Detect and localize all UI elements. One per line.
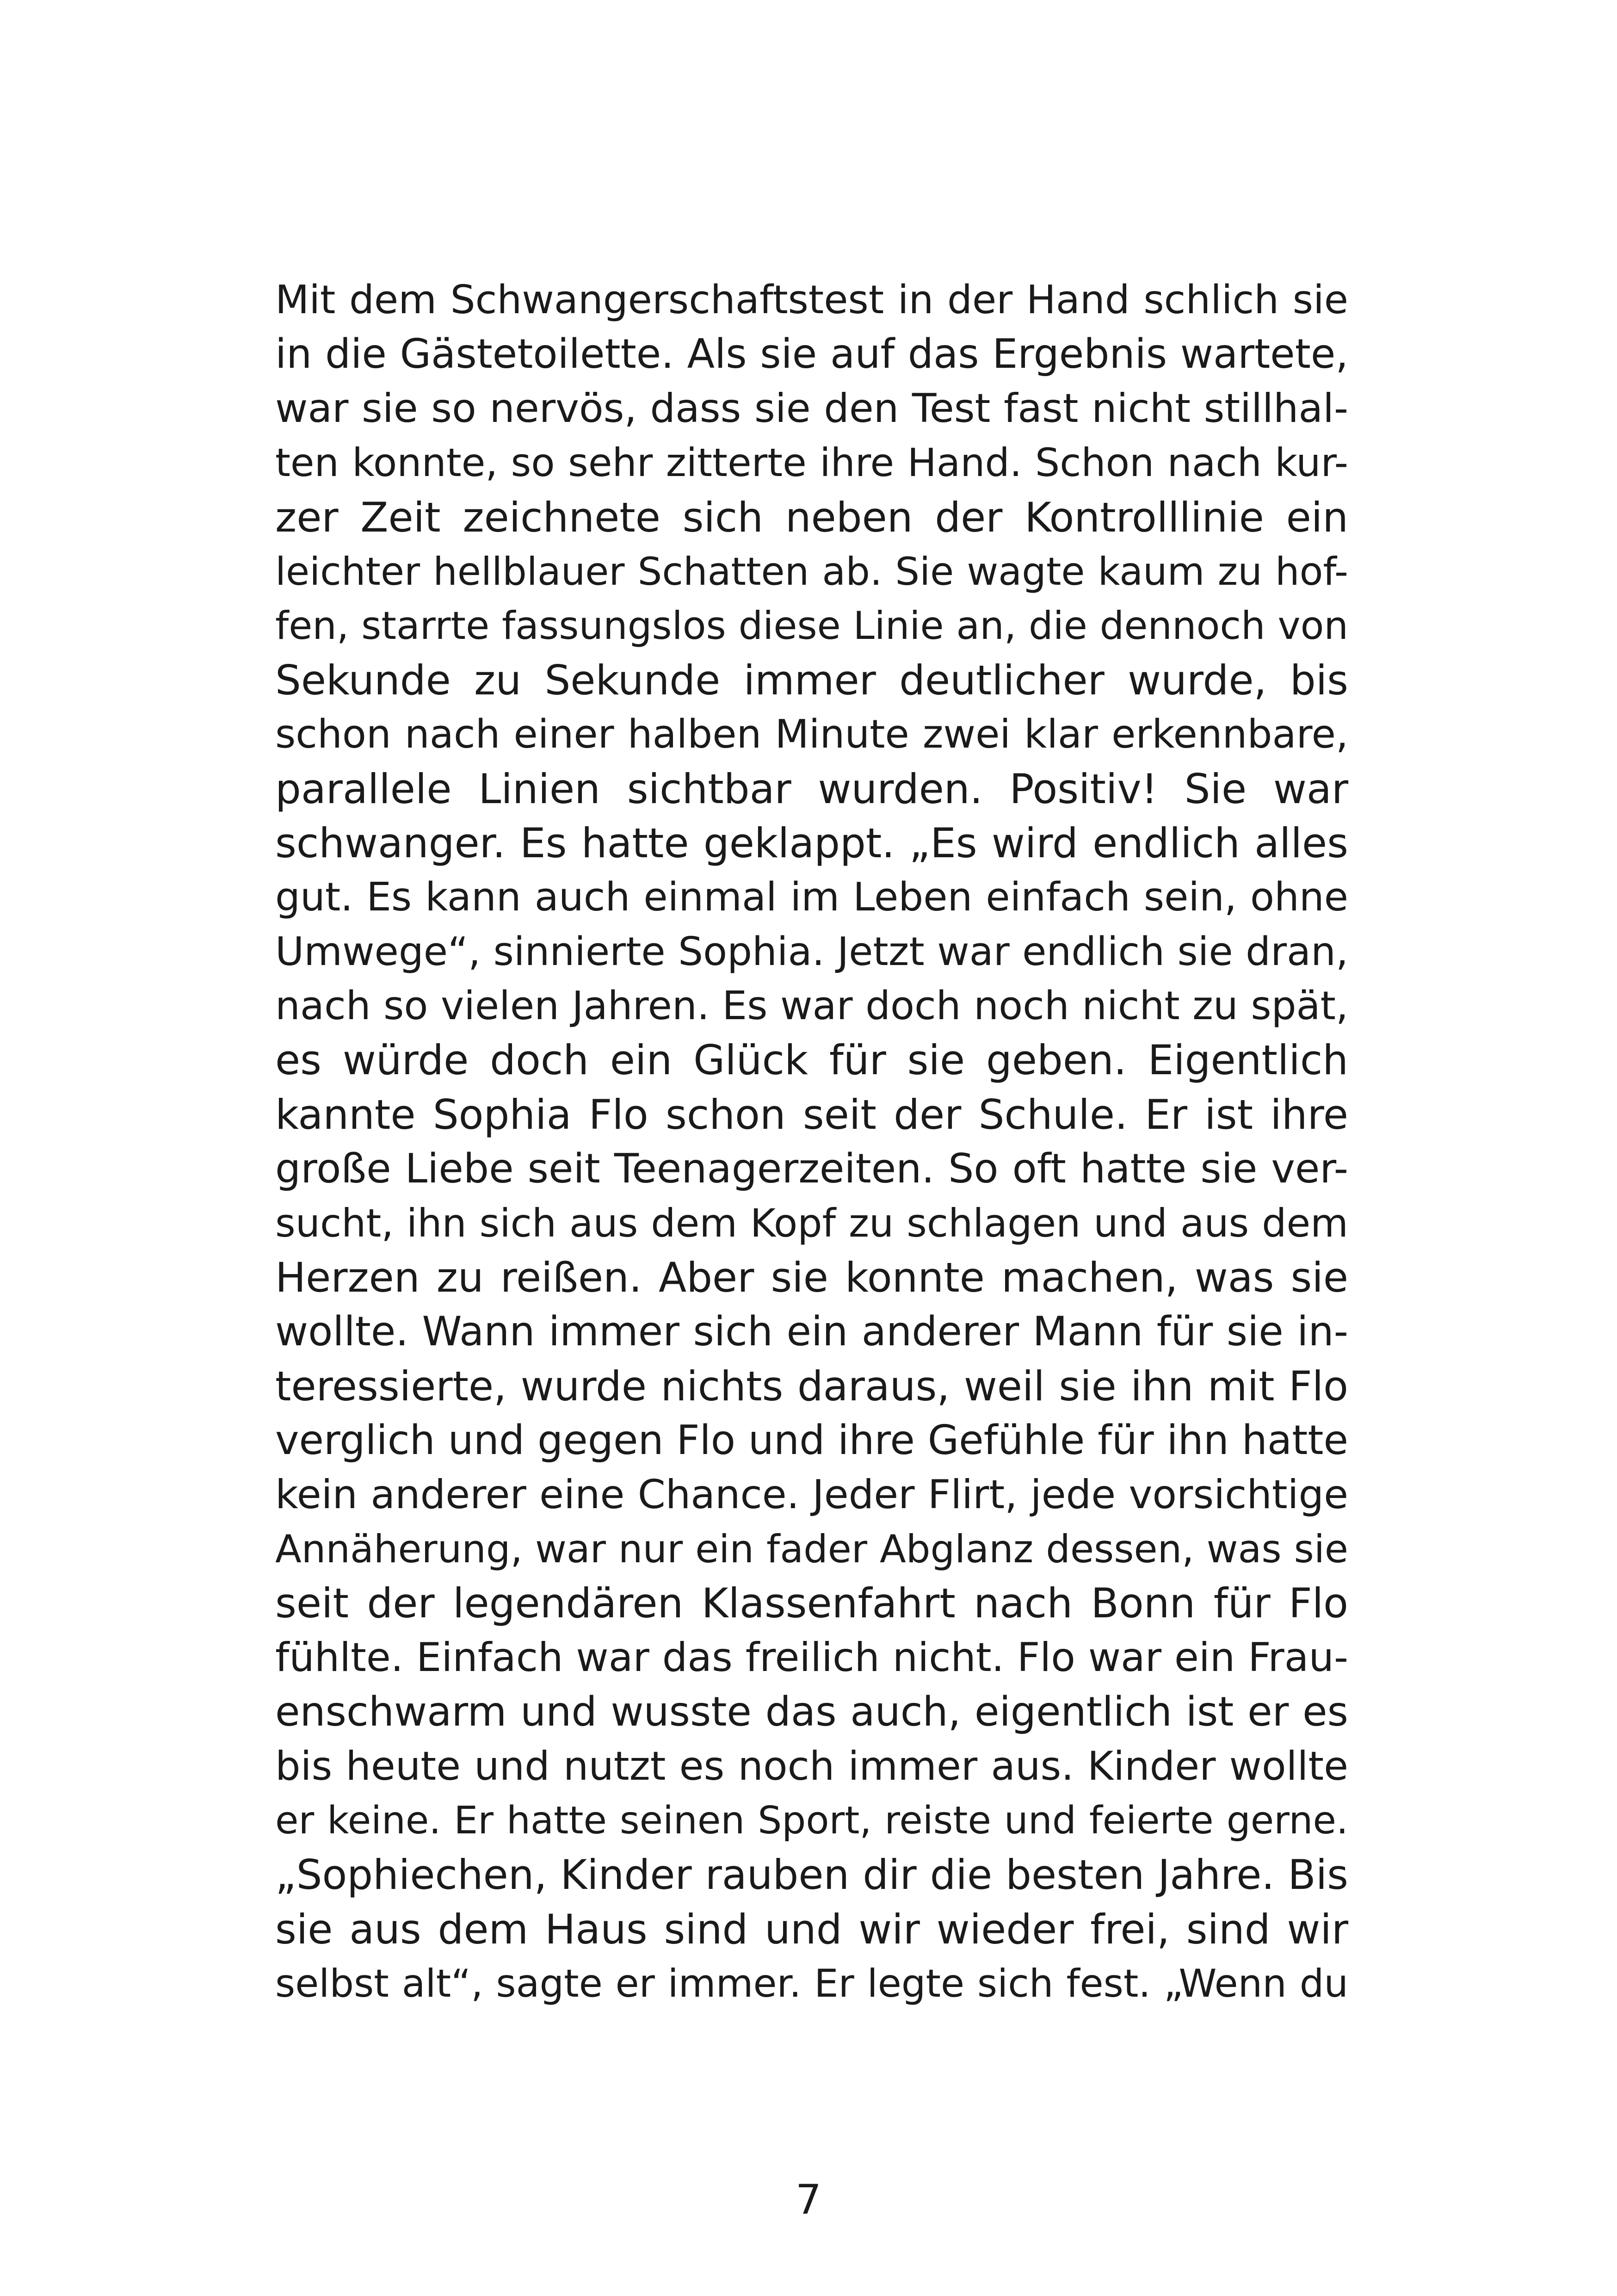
text-line: kein anderer eine Chance. Jeder Flirt, jede vorsichtige: [275, 1471, 1348, 1518]
text-line: enschwarm und wusste das auch, eigentlich ist er es: [275, 1688, 1348, 1736]
text-line: parallele Linien sichtbar wurden. Positiv! Sie war: [275, 765, 1348, 813]
text-line: war sie so nervös, dass sie den Test fast nicht stillhal-: [275, 385, 1348, 432]
text-line: Sekunde zu Sekunde immer deutlicher wurde, bis: [275, 656, 1348, 704]
text-line: verglich und gegen Flo und ihre Gefühle für ihn hatte: [275, 1417, 1348, 1464]
text-line: nach so vielen Jahren. Es war doch noch nicht zu spät,: [275, 983, 1348, 1029]
text-line: bis heute und nutzt es noch immer aus. Kinder wollte: [275, 1743, 1348, 1789]
text-line: in die Gästetoilette. Als sie auf das Ergebnis wartete,: [275, 330, 1348, 378]
text-line: er keine. Er hatte seinen Sport, reiste und feierte gerne.: [275, 1798, 1348, 1843]
text-line: zer Zeit zeichnete sich neben der Kontrolllinie ein: [275, 493, 1348, 541]
text-line: schwanger. Es hatte geklappt. „Es wird endlich alles: [275, 819, 1348, 867]
text-line: es würde doch ein Glück für sie geben. Eigentlich: [275, 1036, 1348, 1084]
text-line: wollte. Wann immer sich ein anderer Mann für sie in-: [275, 1308, 1348, 1355]
text-line: selbst alt“, sagte er immer. Er legte sich fest. „Wenn du: [275, 1961, 1348, 2006]
text-line: sucht, ihn sich aus dem Kopf zu schlagen und aus dem: [275, 1200, 1348, 1246]
text-line: schon nach einer halben Minute zwei klar erkennbare,: [275, 712, 1348, 758]
text-line: fen, starrte fassungslos diese Linie an, die dennoch von: [275, 603, 1348, 649]
text-line: Mit dem Schwangerschaftstest in der Hand schlich sie: [275, 277, 1348, 323]
text-line: ten konnte, so sehr zitterte ihre Hand. Schon nach kur-: [275, 440, 1348, 486]
text-line: Herzen zu reißen. Aber sie konnte machen, was sie: [275, 1254, 1348, 1302]
text-line: gut. Es kann auch einmal im Leben einfach sein, ohne: [275, 874, 1348, 921]
text-line: Annäherung, war nur ein fader Abglanz dessen, was sie: [275, 1526, 1348, 1572]
text-line: seit der legendären Klassenfahrt nach Bonn für Flo: [275, 1579, 1348, 1628]
text-line: fühlte. Einfach war das freilich nicht. Flo war ein Frau-: [275, 1634, 1348, 1681]
text-line: Umwege“, sinnierte Sophia. Jetzt war endlich sie dran,: [275, 928, 1348, 975]
page-number: 7: [796, 2176, 821, 2223]
body-text: [275, 273, 1348, 2011]
text-line: „Sophiechen, Kinder rauben dir die besten Jahre. Bis: [275, 1851, 1348, 1899]
text-line: sie aus dem Haus sind und wir wieder frei, sind wir: [275, 1905, 1348, 1953]
text-line: kannte Sophia Flo schon seit der Schule. Er ist ihre: [275, 1090, 1348, 1139]
text-line: große Liebe seit Teenagerzeiten. So oft hatte sie ver-: [275, 1145, 1348, 1193]
text-line: teressierte, wurde nichts daraus, weil sie ihn mit Flo: [275, 1362, 1348, 1410]
text-line: leichter hellblauer Schatten ab. Sie wagte kaum zu hof-: [275, 549, 1348, 594]
